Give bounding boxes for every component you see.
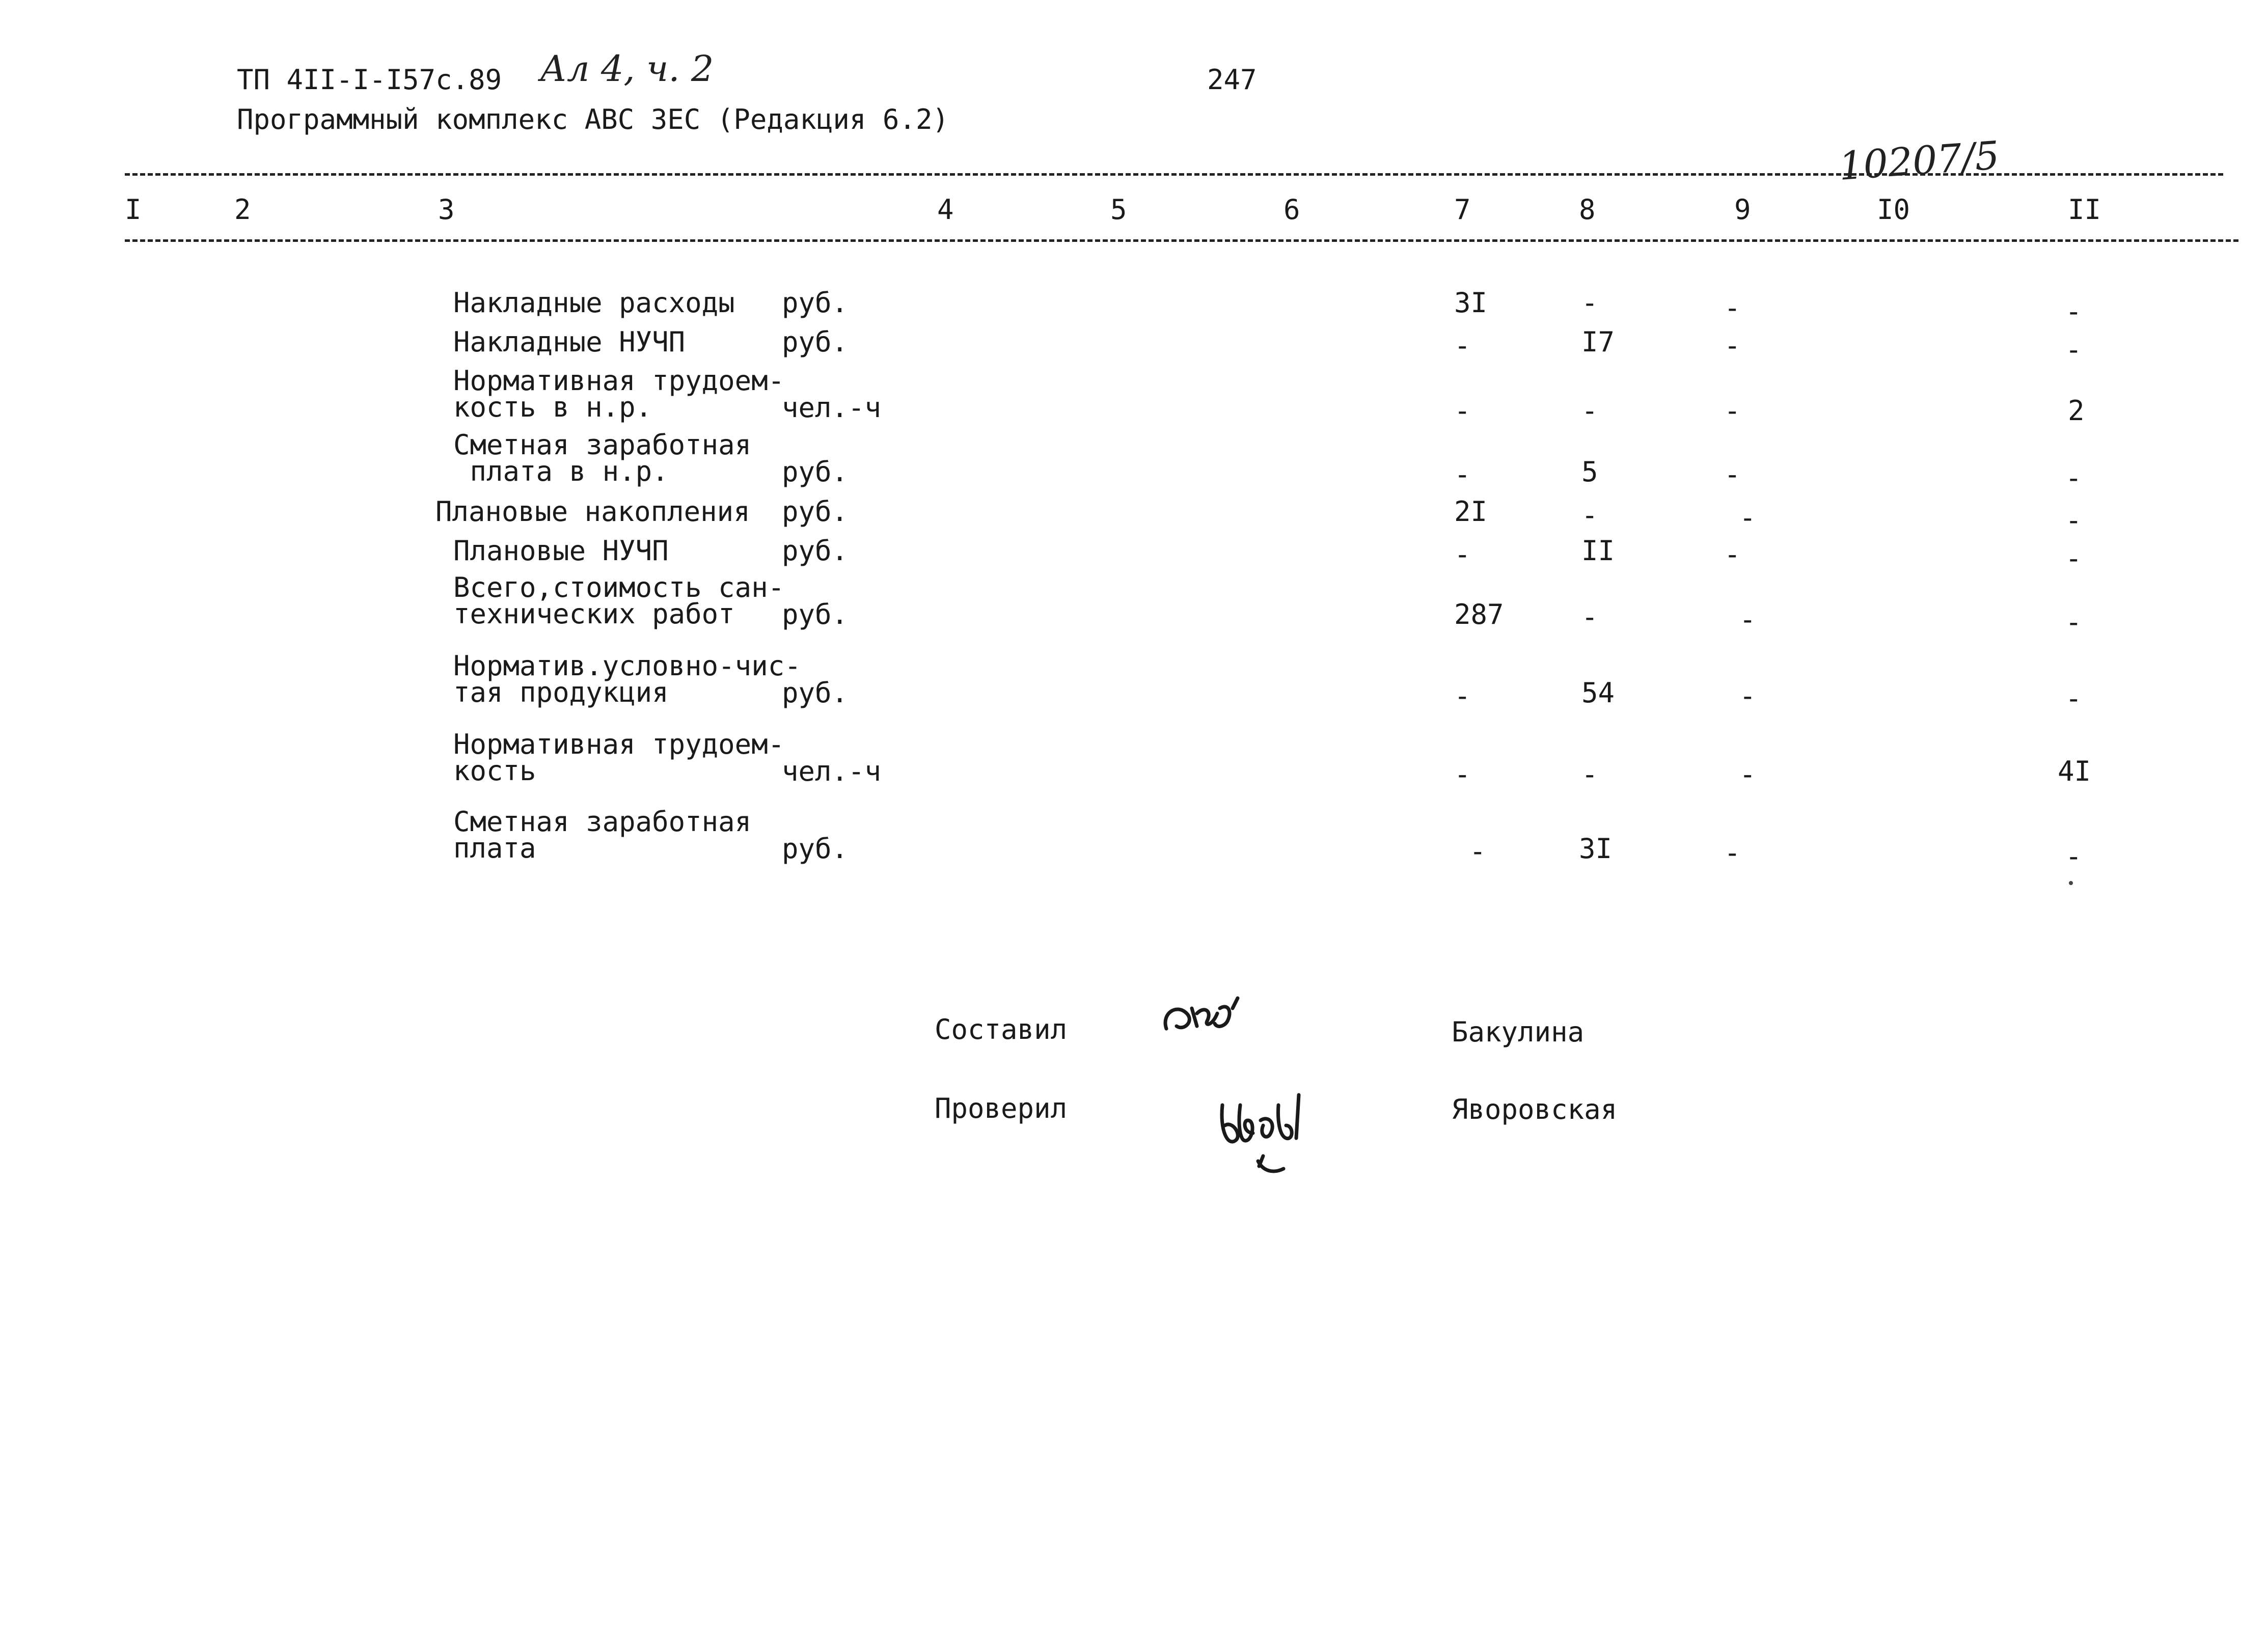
row-unit: чел.-ч [782, 755, 882, 787]
row-name [453, 728, 785, 787]
row-col8: - [1581, 287, 1598, 319]
document-code: ТП 4II-I-I57с.89 [237, 64, 502, 96]
row-col11: 2 [2068, 395, 2085, 427]
row-name-line: технических работ [453, 598, 735, 630]
row-col7: - [1469, 835, 1486, 867]
row-col11: - [2065, 462, 2082, 494]
row-col9: - [1724, 395, 1741, 427]
program-title: Программный комплекс АВС ЗЕС (Редакция 6.2) [237, 103, 949, 135]
row-col9: - [1739, 603, 1756, 636]
compiled-name: Бакулина [1452, 1016, 1585, 1048]
row-unit: руб. [782, 833, 849, 865]
row-col7: - [1454, 680, 1471, 712]
row-col8: - [1581, 499, 1598, 531]
column-header-8: 8 [1579, 194, 1596, 226]
row-col7: - [1454, 329, 1471, 362]
row-col9: - [1739, 502, 1756, 534]
row-col7: 2I [1454, 495, 1488, 528]
row-col11: - [2065, 682, 2082, 714]
column-header-10: I0 [1877, 194, 1910, 226]
row-name [453, 365, 785, 423]
row-name-line: тая продукция [453, 676, 669, 708]
column-header-3: 3 [438, 194, 455, 226]
row-col9: - [1724, 837, 1741, 869]
row-name [453, 571, 785, 630]
row-col8: II [1581, 535, 1615, 567]
row-name [453, 650, 801, 708]
row-col8: 3I [1579, 833, 1613, 865]
header-bottom-rule [125, 239, 2238, 242]
row-col7: 3I [1454, 287, 1488, 319]
row-col8: 5 [1581, 456, 1598, 488]
handwritten-reference: Ал 4, ч. 2 [540, 48, 714, 90]
column-header-6: 6 [1283, 194, 1300, 226]
row-col7: - [1454, 758, 1471, 790]
row-col7: - [1454, 395, 1471, 427]
row-col9: - [1724, 329, 1741, 362]
column-header-11: II [2068, 194, 2101, 226]
row-unit: руб. [782, 287, 849, 319]
row-col7: - [1454, 538, 1471, 570]
row-col9: - [1724, 538, 1741, 570]
row-name-line: плата [453, 832, 536, 864]
row-col11: - [2065, 334, 2082, 366]
column-header-7: 7 [1454, 194, 1471, 226]
checked-label: Проверил [935, 1092, 1068, 1124]
compiled-signature-image [1156, 978, 1309, 1049]
row-name [453, 429, 752, 487]
row-unit: руб. [782, 598, 849, 630]
stray-dot [2069, 881, 2073, 885]
checked-name: Яворовская [1452, 1093, 1618, 1125]
row-col11: - [2065, 295, 2082, 327]
row-unit: руб. [782, 326, 849, 358]
row-name-line: кость в н.р. [453, 391, 652, 423]
row-col9: - [1739, 758, 1756, 790]
row-col8: - [1581, 395, 1598, 427]
header-top-rule [125, 173, 2223, 176]
row-name-line: Нормативная трудоем- [453, 365, 785, 397]
column-header-5: 5 [1110, 194, 1127, 226]
row-col11: - [2065, 606, 2082, 638]
row-name-line: плата в н.р. [453, 455, 669, 487]
column-header-9: 9 [1734, 194, 1751, 226]
row-col7: - [1454, 458, 1471, 490]
row-name-line: Сметная заработная [453, 429, 752, 461]
row-col8: - [1581, 601, 1598, 633]
row-unit: руб. [782, 495, 849, 528]
column-header-2: 2 [234, 194, 251, 226]
row-col11: 4I [2058, 755, 2091, 787]
column-header-1: I [125, 194, 142, 226]
checked-signature-image [1212, 1085, 1334, 1187]
row-name: Плановые НУЧП [453, 535, 669, 567]
row-col9: - [1739, 680, 1756, 712]
row-name: Накладные расходы [453, 287, 735, 319]
row-col9: - [1724, 458, 1741, 490]
row-col11: - [2065, 840, 2082, 872]
row-name: Плановые накопления [435, 495, 750, 528]
compiled-label: Составил [935, 1013, 1068, 1045]
row-name-line: Нормативная трудоем- [453, 728, 785, 760]
row-col8: I7 [1581, 326, 1615, 358]
row-name: Накладные НУЧП [453, 326, 686, 358]
page-number: 247 [1207, 64, 1257, 96]
row-unit: руб. [782, 456, 849, 488]
row-name-line: Всего,стоимость сан- [453, 571, 785, 603]
row-unit: руб. [782, 677, 849, 709]
row-name-line: Сметная заработная [453, 806, 752, 838]
row-col8: 54 [1581, 677, 1615, 709]
row-col7: 287 [1454, 598, 1504, 630]
row-col8: - [1581, 758, 1598, 790]
row-unit: руб. [782, 535, 849, 567]
row-name [453, 806, 752, 864]
handwritten-number: 10207/5 [1837, 132, 2001, 189]
row-col11: - [2065, 504, 2082, 536]
row-unit: чел.-ч [782, 392, 882, 424]
row-name-line: кость [453, 755, 536, 787]
row-name-line: Норматив.условно-чис- [453, 650, 801, 682]
column-header-4: 4 [937, 194, 954, 226]
row-col9: - [1724, 292, 1741, 324]
row-col11: - [2065, 542, 2082, 574]
